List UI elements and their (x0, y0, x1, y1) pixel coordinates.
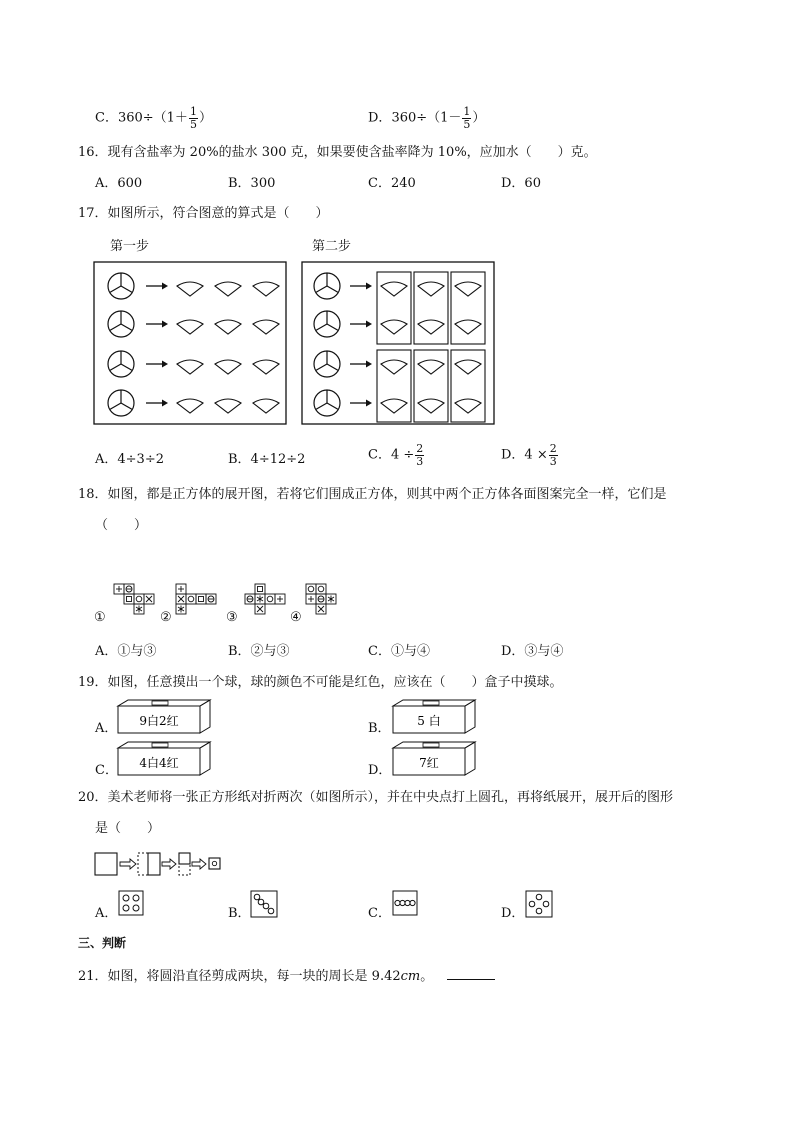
sector-icon (215, 399, 241, 413)
q20-option-d[interactable]: D． (501, 906, 525, 921)
box-c-label: 4白4红 (139, 756, 179, 770)
box-d-label: 7红 (419, 756, 439, 770)
q17-figure (90, 258, 500, 428)
sector-icon (455, 320, 481, 334)
q18-option-d[interactable]: D．③与④ (501, 644, 564, 659)
q21-stem (78, 969, 495, 983)
sector-icon (455, 360, 481, 374)
sector-icon (253, 399, 279, 413)
option-text: ） (472, 110, 486, 126)
square-paper-icon (95, 853, 117, 875)
fraction (189, 106, 198, 130)
group-box (377, 350, 411, 422)
sector-icon (177, 399, 203, 413)
sector-icon (418, 282, 444, 296)
sector-icon (455, 399, 481, 413)
q20-option-c[interactable]: C． (368, 906, 391, 921)
group-box (414, 272, 448, 344)
q18-option-c[interactable]: C．①与④ (368, 644, 430, 659)
q18-stem: 18．如图，都是正方体的展开图，若将它们围成正方体，则其中两个正方体各面图案完全一样，它们是 (78, 487, 667, 502)
q15-option-c[interactable] (95, 106, 212, 130)
cube-net-4 (306, 584, 336, 614)
q17-option-b[interactable]: B．4÷12÷2 (228, 452, 306, 467)
q16-option-d[interactable]: D．60 (501, 176, 541, 191)
q21-stem-end: 。 (420, 969, 434, 984)
arrow-icon (350, 361, 372, 368)
arrow-icon (146, 283, 168, 290)
punched-square-icon (209, 858, 220, 869)
arrow-icon (146, 400, 168, 407)
circle-icon (108, 273, 134, 299)
fraction (549, 443, 558, 467)
circle-icon (108, 351, 134, 377)
circle-icon (314, 351, 340, 377)
fraction (462, 106, 471, 130)
q16-stem: 16．现有含盐率为 20%的盐水 300 克，如果要使含盐率降为 10%，应加水（ ）克。 (78, 145, 597, 160)
box-b-figure (385, 698, 495, 736)
fraction-numerator: 2 (549, 442, 557, 455)
box-a-label: 9白2红 (139, 714, 179, 728)
folded-half-icon (148, 853, 160, 875)
q20-option-d-figure (525, 890, 553, 918)
circle-icon (108, 311, 134, 337)
group-box (414, 350, 448, 422)
fraction (415, 443, 424, 467)
q16-option-b[interactable]: B．300 (228, 176, 276, 191)
q20-option-b[interactable]: B． (228, 906, 251, 921)
sector-icon (418, 320, 444, 334)
group-box (451, 350, 485, 422)
q19-option-c-letter[interactable]: C． (95, 763, 118, 778)
q15-option-d[interactable] (368, 106, 485, 130)
sector-icon (381, 282, 407, 296)
fraction-denominator: 3 (416, 454, 424, 468)
sector-icon (455, 282, 481, 296)
group-box (377, 272, 411, 344)
sector-icon (253, 320, 279, 334)
arrow-icon (350, 400, 372, 407)
step1-rows (108, 273, 279, 416)
q16-option-c[interactable]: C．240 (368, 176, 416, 191)
q17-option-d[interactable] (501, 443, 559, 467)
sector-icon (215, 320, 241, 334)
sector-icon (381, 360, 407, 374)
q16-option-a[interactable]: A．600 (95, 176, 143, 191)
q20-option-b-figure (250, 890, 278, 918)
step1-frame (94, 262, 286, 424)
circle-icon (314, 311, 340, 337)
sector-icon (215, 282, 241, 296)
step2-content (314, 272, 485, 422)
sector-icon (177, 360, 203, 374)
sector-icon (253, 360, 279, 374)
fraction-denominator: 3 (549, 454, 557, 468)
q21-unit: cm (400, 969, 421, 984)
fraction-numerator: 1 (463, 105, 471, 118)
group-box (451, 272, 485, 344)
box-c-figure (110, 740, 220, 778)
fraction-numerator: 2 (416, 442, 424, 455)
q19-stem: 19．如图，任意摸出一个球，球的颜色不可能是红色，应该在（ ）盒子中摸球。 (78, 675, 563, 690)
fraction-denominator: 5 (189, 117, 197, 131)
sector-icon (177, 282, 203, 296)
option-text: ） (198, 110, 212, 126)
q20-folding-figure (92, 850, 232, 880)
folded-quarter-icon (179, 853, 190, 864)
sector-icon (381, 320, 407, 334)
option-text: D．4 × (501, 447, 548, 463)
option-text: C．4 ÷ (368, 447, 415, 463)
arrow-icon (350, 283, 372, 290)
option-letter: D． (368, 110, 392, 126)
q17-stem: 17．如图所示，符合图意的算式是（ ） (78, 206, 329, 221)
box-b-label: 5 白 (417, 714, 441, 728)
q20-option-a-figure (118, 890, 144, 916)
q18-option-a[interactable]: A．①与③ (95, 644, 157, 659)
answer-blank[interactable] (447, 969, 495, 980)
circle-icon (314, 273, 340, 299)
net-label-4: ④ (290, 610, 302, 625)
q17-option-a[interactable]: A．4÷3÷2 (95, 452, 164, 467)
net-label-3: ③ (226, 610, 238, 625)
sector-icon (177, 320, 203, 334)
cube-net-3 (245, 584, 285, 614)
option-letter: C． (95, 110, 118, 126)
circle-icon (314, 390, 340, 416)
cube-net-1 (114, 584, 154, 614)
q20-stem: 20．美术老师将一张正方形纸对折两次（如图所示），并在中央点打上圆孔，再将纸展开，展开后的图形 (78, 790, 674, 805)
net-label-1: ① (94, 610, 106, 625)
sector-icon (215, 360, 241, 374)
sector-icon (253, 282, 279, 296)
fraction-numerator: 1 (189, 105, 197, 118)
q19-option-b-letter[interactable]: B． (368, 721, 391, 736)
hollow-arrow-icon (120, 859, 136, 869)
q20-stem-cont: 是（ ） (95, 821, 161, 836)
hollow-arrow-icon (192, 859, 206, 869)
q21-stem-text: 21．如图，将圆沿直径剪成两块，每一块的周长是 9.42 (78, 969, 401, 984)
q20-option-a[interactable]: A． (95, 906, 118, 921)
q20-option-c-figure (392, 890, 418, 916)
net-label-2: ② (160, 610, 172, 625)
q18-option-b[interactable]: B．②与③ (228, 644, 290, 659)
q17-option-c[interactable] (368, 443, 425, 467)
q18-cube-nets-figure (90, 580, 360, 628)
arrow-icon (350, 321, 372, 328)
box-a-figure (110, 698, 220, 736)
circle-icon (108, 390, 134, 416)
arrow-icon (146, 321, 168, 328)
hollow-arrow-icon (162, 859, 176, 869)
q17-step2-label: 第二步 (312, 239, 352, 254)
arrow-icon (146, 361, 168, 368)
fraction-denominator: 5 (463, 117, 471, 131)
section-title: 三、判断 (78, 936, 127, 950)
sector-icon (418, 360, 444, 374)
option-text: 360÷（1＋ (117, 110, 188, 126)
box-d-figure (385, 740, 495, 778)
option-text: 360÷（1－ (391, 110, 462, 126)
q19-option-d-letter[interactable]: D． (368, 763, 392, 778)
sector-icon (381, 399, 407, 413)
q19-option-a-letter[interactable]: A． (95, 721, 118, 736)
q18-stem-cont: （ ） (95, 518, 148, 533)
folded-quarter-dashed (179, 864, 190, 875)
sector-icon (418, 399, 444, 413)
cube-net-2 (176, 584, 216, 614)
q17-step1-label: 第一步 (110, 239, 150, 254)
folded-half-dashed (138, 853, 160, 875)
